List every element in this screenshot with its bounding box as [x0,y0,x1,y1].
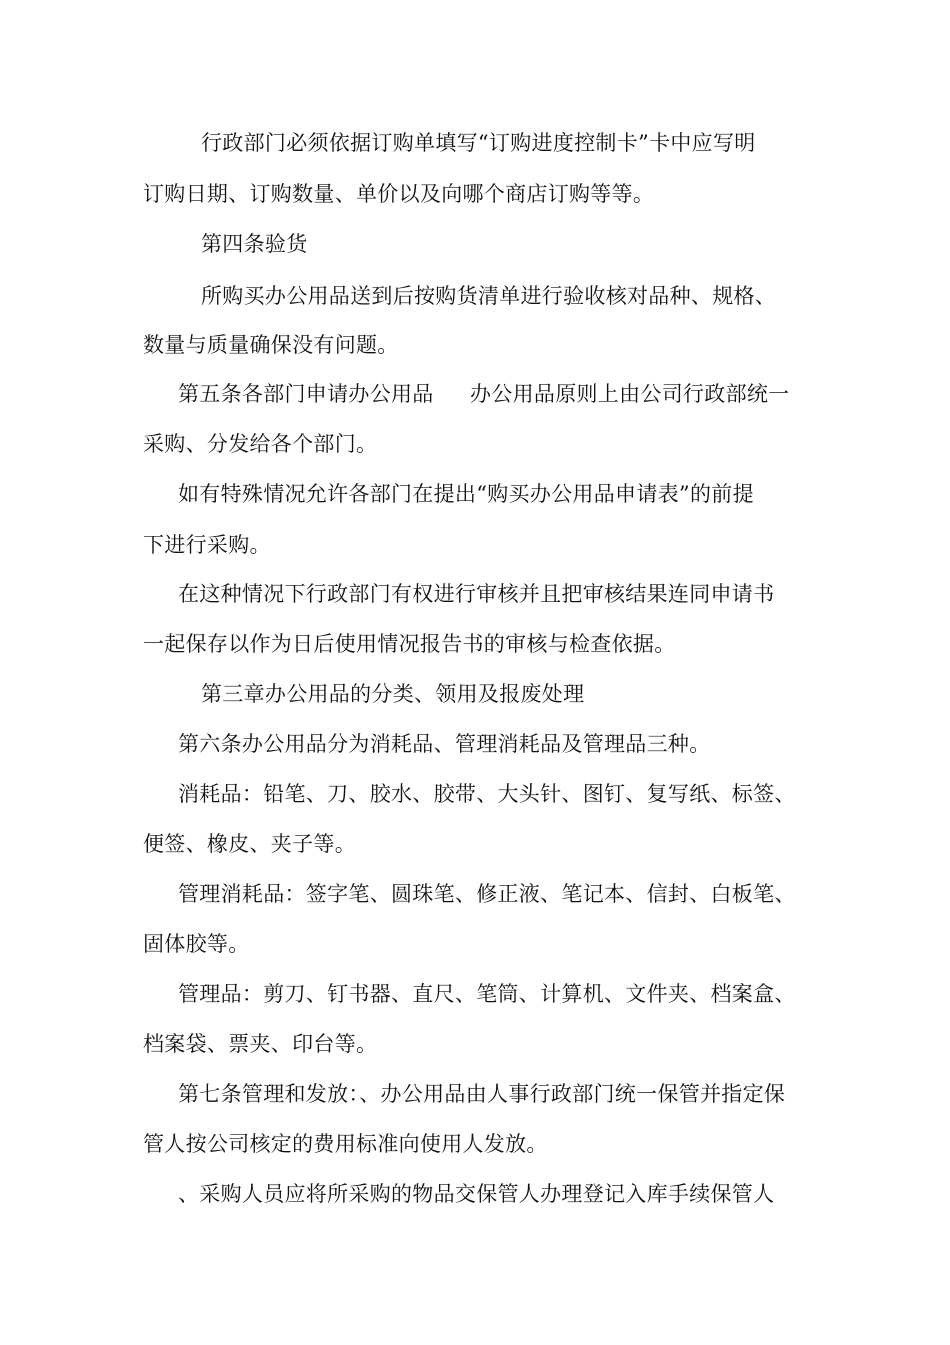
paragraph-line: 管理品：剪刀、钉书器、直尺、笔筒、计算机、文件夹、档案盒、 [178,982,796,1006]
paragraph-line: 数量与质量确保没有问题。 [143,333,399,357]
section-heading: 第五条各部门申请办公用品 [178,382,434,406]
paragraph-line: 在这种情况下行政部门有权进行审核并且把审核结果连同申请书 [178,582,775,606]
chapter-heading: 第三章办公用品的分类、领用及报废处理 [201,682,585,706]
paragraph-line: 下进行采购。 [143,533,271,557]
paragraph-line: 消耗品：铅笔、刀、胶水、胶带、大头针、图钉、复写纸、标签、 [178,782,796,806]
section-heading: 第四条验货 [201,232,308,256]
section-heading: 第六条办公用品分为消耗品、管理消耗品及管理品三种。 [178,732,711,756]
paragraph-line: 管理消耗品：签字笔、圆珠笔、修正液、笔记本、信封、白板笔、 [178,882,796,906]
paragraph-line: 便签、橡皮、夹子等。 [143,832,356,856]
paragraph-line: 如有特殊情况允许各部门在提出“购买办公用品申请表”的前提 [178,482,754,506]
paragraph-line: 所购买办公用品送到后按购货清单进行验收核对品种、规格、 [201,284,777,308]
paragraph-line: 办公用品原则上由公司行政部统一 [470,382,790,406]
paragraph-line: 订购日期、订购数量、单价以及向哪个商店订购等等。 [143,182,655,206]
paragraph-line: 一起保存以作为日后使用情况报告书的审核与检查依据。 [143,632,676,656]
paragraph-line: 固体胶等。 [143,932,250,956]
section-heading: 第七条管理和发放：、办公用品由人事行政部门统一保管并指定保 [178,1082,786,1106]
paragraph-line: 采购、分发给各个部门。 [143,432,378,456]
paragraph-line: 、采购人员应将所采购的物品交保管人办理登记入库手续保管人 [178,1182,775,1206]
paragraph-line: 行政部门必须依据订购单填写“订购进度控制卡”卡中应写明 [201,131,756,155]
paragraph-line: 管人按公司核定的费用标准向使用人发放。 [143,1132,548,1156]
paragraph-line: 档案袋、票夹、印台等。 [143,1032,378,1056]
